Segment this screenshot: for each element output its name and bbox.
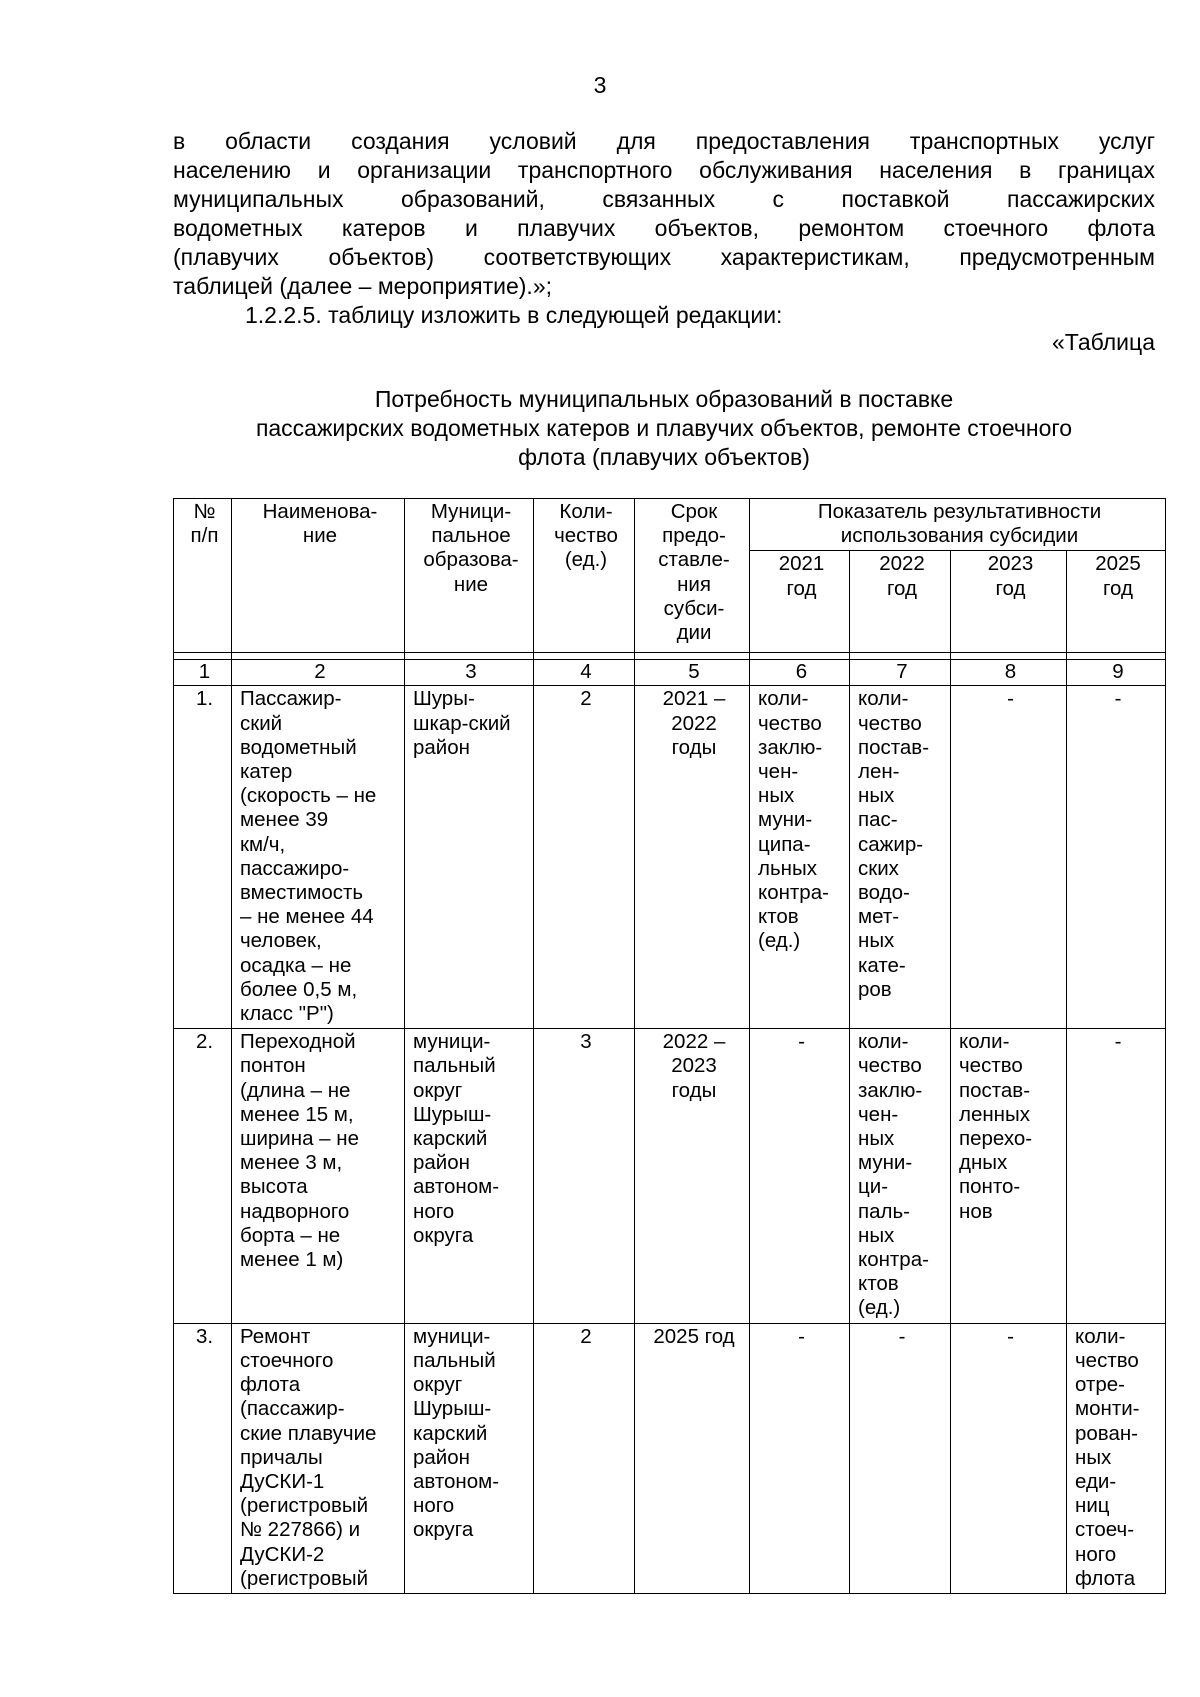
header-gap bbox=[174, 653, 1166, 660]
cell-2021: - bbox=[750, 1323, 850, 1593]
page-number: 3 bbox=[593, 72, 607, 98]
cell-2022: коли- чество заклю- чен- ных муни- ци- паль- ных контра- ктов (ед.) bbox=[850, 1029, 951, 1323]
header-row bbox=[174, 499, 1166, 551]
header-name: Наименова- ние bbox=[232, 499, 405, 653]
column-number: 6 bbox=[750, 660, 850, 686]
table-row bbox=[174, 1029, 1166, 1323]
column-number: 5 bbox=[635, 660, 750, 686]
table-row bbox=[174, 1323, 1166, 1593]
cell-2023: - bbox=[951, 686, 1067, 1029]
column-number: 1 bbox=[174, 660, 232, 686]
cell-2022: коли- чество постав- лен- ных пас- сажир- ских водо- мет- ных кате- ров bbox=[850, 686, 951, 1029]
column-number: 9 bbox=[1067, 660, 1166, 686]
intro-line: муниципальных образований, связанных с поставкой пассажирских bbox=[173, 186, 1155, 212]
column-number: 3 bbox=[405, 660, 534, 686]
column-numbers-row bbox=[174, 660, 1166, 686]
column-number: 8 bbox=[951, 660, 1067, 686]
header-num: № п/п bbox=[174, 499, 232, 653]
header-indicator: Показатель результативности использования субсидии bbox=[750, 499, 1166, 551]
requirements-table bbox=[173, 498, 1166, 1594]
cell-quantity: 2 bbox=[534, 686, 635, 1029]
header-municipality: Муници- пальное образова- ние bbox=[405, 499, 534, 653]
header-year-2021: 2021 год bbox=[750, 551, 850, 653]
cell-deadline: 2022 – 2023 годы bbox=[635, 1029, 750, 1323]
intro-line: населению и организации транспортного обслуживания населения в границах bbox=[173, 157, 1155, 183]
cell-quantity: 2 bbox=[534, 1323, 635, 1593]
cell-2023: коли- чество постав- ленных перехо- дных понто- нов bbox=[951, 1029, 1067, 1323]
cell-municipality: Шуры- шкар-ский район bbox=[405, 686, 534, 1029]
column-number: 4 bbox=[534, 660, 635, 686]
cell-2025: - bbox=[1067, 1029, 1166, 1323]
intro-line: в области создания условий для предоставления транспортных услуг bbox=[173, 128, 1155, 154]
column-number: 2 bbox=[232, 660, 405, 686]
cell-2025: - bbox=[1067, 686, 1166, 1029]
intro-line: (плавучих объектов) соответствующих характеристикам, предусмотренным bbox=[173, 244, 1155, 270]
header-year-2025: 2025 год bbox=[1067, 551, 1166, 653]
cell-municipality: муници- пальный округ Шурыш- карский район автоном- ного округа bbox=[405, 1323, 534, 1593]
intro-line: водометных катеров и плавучих объектов, ремонтом стоечного флота bbox=[173, 215, 1155, 241]
cell-2022: - bbox=[850, 1323, 951, 1593]
table-title: Потребность муниципальных образований в поставке пассажирских водометных катеров и плавучих объектов, ремонте стоечного флота (плавучих объектов) bbox=[255, 386, 1073, 470]
cell-name: Пассажир- ский водометный катер (скорость – не менее 39 км/ч, пассажиро- вместимость – не менее 44 человек, осадка – не более 0,5 м, класс "Р") bbox=[232, 686, 405, 1029]
cell-name: Переходной понтон (длина – не менее 15 м, ширина – не менее 3 м, высота надворного борта – не менее 1 м) bbox=[232, 1029, 405, 1323]
cell-2023: - bbox=[951, 1323, 1067, 1593]
table-row bbox=[174, 686, 1166, 1029]
header-quantity: Коли- чество (ед.) bbox=[534, 499, 635, 653]
intro-line: таблицей (далее – мероприятие).»; bbox=[173, 273, 553, 299]
cell-deadline: 2021 – 2022 годы bbox=[635, 686, 750, 1029]
cell-2021: коли- чество заклю- чен- ных муни- ципа- льных контра- ктов (ед.) bbox=[750, 686, 850, 1029]
column-number: 7 bbox=[850, 660, 951, 686]
intro-paragraph bbox=[173, 127, 1155, 301]
header-deadline: Срок предо- ставле- ния субси- дии bbox=[635, 499, 750, 653]
cell-num: 2. bbox=[174, 1029, 232, 1323]
cell-num: 1. bbox=[174, 686, 232, 1029]
cell-municipality: муници- пальный округ Шурыш- карский район автоном- ного округа bbox=[405, 1029, 534, 1323]
cell-num: 3. bbox=[174, 1323, 232, 1593]
cell-2021: - bbox=[750, 1029, 850, 1323]
cell-deadline: 2025 год bbox=[635, 1323, 750, 1593]
instruction-paragraph: 1.2.2.5. таблицу изложить в следующей редакции: bbox=[245, 302, 783, 328]
header-year-2023: 2023 год bbox=[951, 551, 1067, 653]
cell-2025: коли- чество отре- монти- рован- ных еди- ниц стоеч- ного флота bbox=[1067, 1323, 1166, 1593]
cell-name: Ремонт стоечного флота (пассажир- ские плавучие причалы ДуСКИ-1 (регистровый № 227866) и ДуСКИ-2 (регистровый bbox=[232, 1323, 405, 1593]
cell-quantity: 3 bbox=[534, 1029, 635, 1323]
header-year-2022: 2022 год bbox=[850, 551, 951, 653]
table-label: «Таблица bbox=[1052, 329, 1155, 355]
